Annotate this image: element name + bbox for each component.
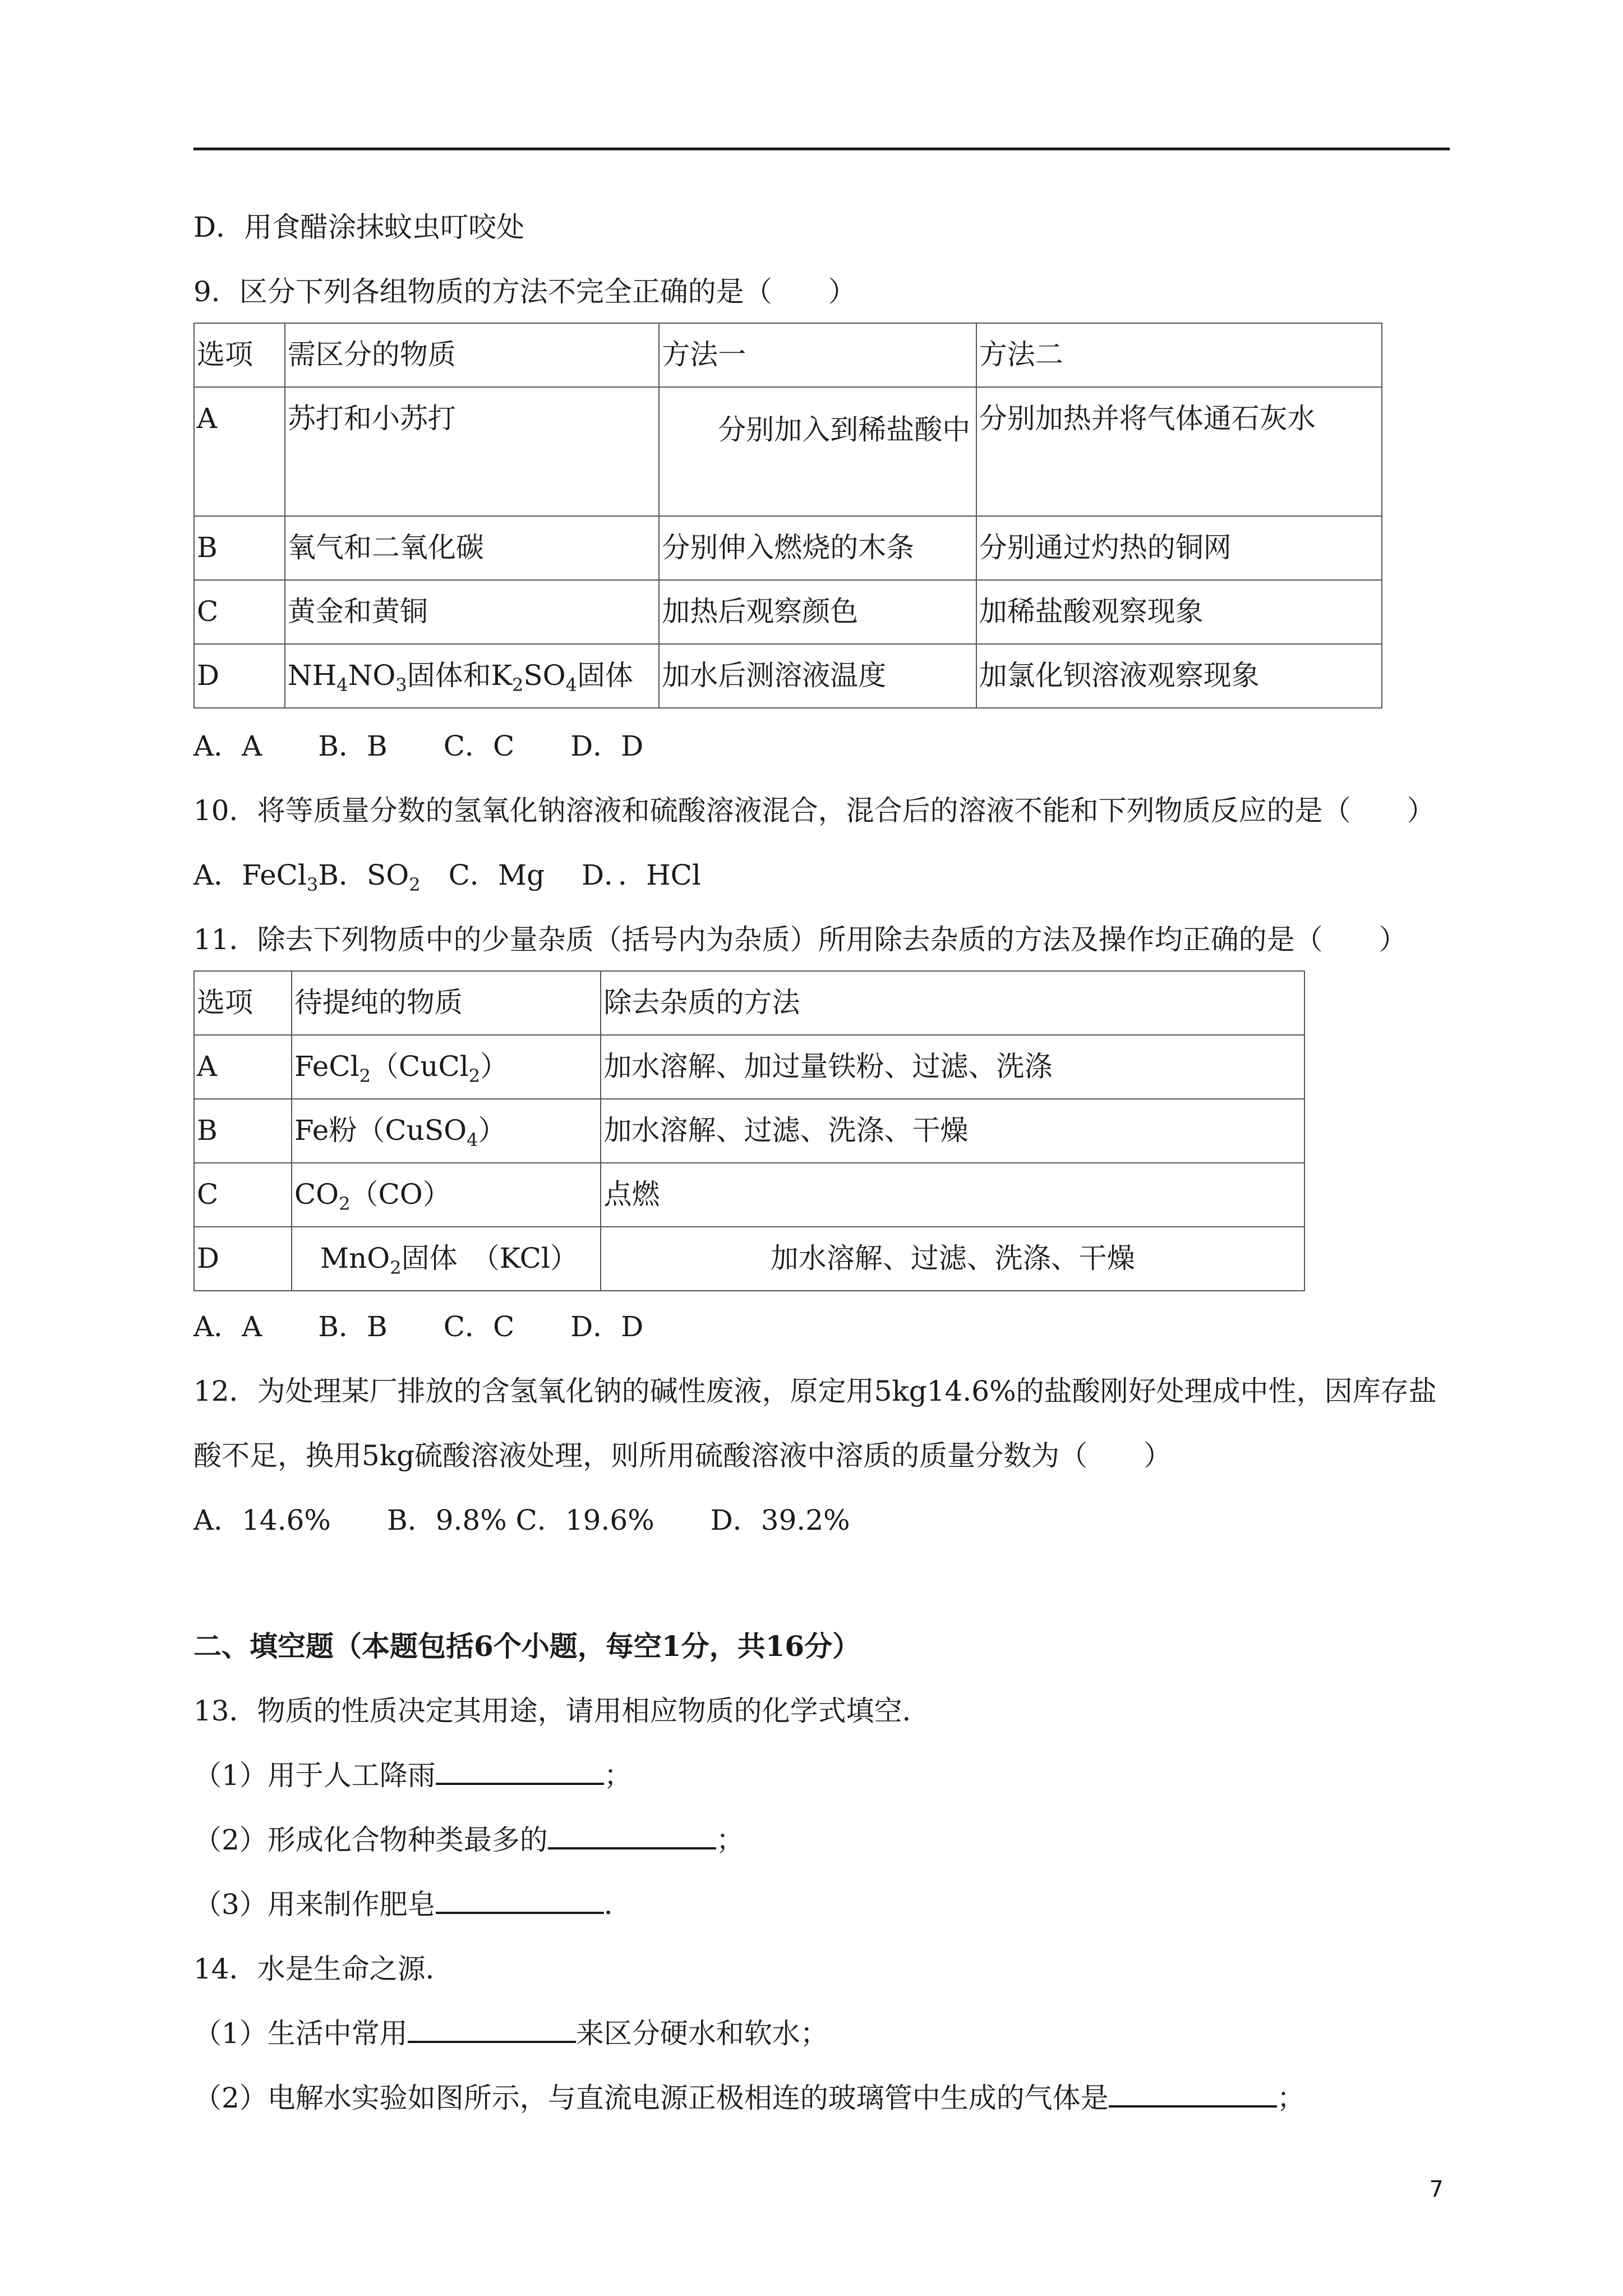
page-number: 7 (1429, 2177, 1444, 2202)
header-rule (193, 148, 1450, 150)
subscript: 2 (409, 874, 421, 895)
item-end: ； (603, 1759, 632, 1792)
option-cell: B (194, 516, 285, 580)
q13-item-2 (193, 1820, 744, 1860)
item-end: ． (603, 1888, 632, 1921)
q11-row-a (194, 1035, 1304, 1099)
formula-text: 固体 （KCl） (401, 1242, 578, 1274)
substance-cell (292, 1035, 601, 1099)
method-cell: 加水溶解、过滤、洗涤、干燥 (601, 1099, 1304, 1163)
item-text: （2）电解水实验如图所示，与直流电源正极相连的玻璃管中生成的气体是 (193, 2082, 1109, 2114)
q10-stem: 10．将等质量分数的氢氧化钠溶液和硫酸溶液混合，混合后的溶液不能和下列物质反应的是（ ） (193, 794, 1435, 827)
method-cell: 加水溶解、过滤、洗涤、干燥 (601, 1227, 1304, 1291)
q13-item-1 (193, 1756, 632, 1795)
q11-header-row (194, 971, 1304, 1035)
method-cell: 点燃 (601, 1163, 1304, 1227)
subscript: 2 (390, 1257, 402, 1278)
formula-text: SO (523, 659, 566, 692)
item-end: ； (716, 1824, 744, 1856)
answer-blank[interactable] (408, 2015, 576, 2043)
q9-row-c (194, 580, 1382, 644)
q9-header-row (194, 323, 1382, 387)
method-cell: 加水溶解、加过量铁粉、过滤、洗涤 (601, 1035, 1304, 1099)
substance-cell (292, 1163, 601, 1227)
q12-line2: 酸不足，换用5kg硫酸溶液处理，则所用硫酸溶液中溶质的质量分数为（ ） (193, 1439, 1172, 1472)
option-cell: D (194, 644, 285, 708)
item-text: （1）生活中常用 (193, 2017, 408, 2050)
subject-cell: 黄金和黄铜 (285, 580, 659, 644)
q8-option-d: D．用食醋涂抹蚊虫叮咬处 (193, 211, 525, 243)
subscript: 2 (512, 674, 524, 696)
formula-text: ） (480, 1050, 509, 1083)
formula-text: 固体 (577, 659, 634, 692)
formula-text: （CuCl (371, 1050, 469, 1083)
option-cell: B (194, 1099, 292, 1163)
q9-row-a (194, 387, 1382, 516)
substance-cell (292, 1227, 601, 1291)
subscript: 4 (565, 674, 578, 696)
q9-header-cell: 方法一 (659, 323, 976, 387)
subscript: 3 (306, 874, 319, 895)
formula-text: ） (478, 1114, 506, 1147)
q9-table (193, 323, 1382, 708)
q11-row-d (194, 1227, 1304, 1291)
method2-cell: 分别通过灼热的铜网 (976, 516, 1382, 580)
subscript: 4 (467, 1129, 478, 1151)
subscript: 4 (336, 674, 348, 696)
answer-blank[interactable] (1109, 2079, 1277, 2108)
choice-text: C．Mg D．．HCl (420, 859, 701, 891)
item-text: 来区分硬水和软水； (575, 2017, 828, 2050)
q11-choices: A．A B．B C．C D．D (193, 1310, 644, 1343)
formula-text: （CO） (350, 1178, 451, 1211)
formula-text: NO (348, 659, 396, 692)
section-title: 二、填空题（本题包括6个小题，每空1分，共16分） (193, 1630, 861, 1663)
subject-cell: 氧气和二氧化碳 (285, 516, 659, 580)
method1-cell: 分别伸入燃烧的木条 (659, 516, 976, 580)
q10-choices (193, 855, 701, 904)
method1-cell: 加热后观察颜色 (659, 580, 976, 644)
q9-header-cell: 方法二 (976, 323, 1382, 387)
q11-header-cell: 除去杂质的方法 (601, 971, 1304, 1035)
formula-text: FeCl (294, 1050, 359, 1083)
q11-row-c (194, 1163, 1304, 1227)
q13-stem: 13．物质的性质决定其用途，请用相应物质的化学式填空． (193, 1695, 930, 1727)
subscript: 2 (468, 1065, 481, 1087)
answer-blank[interactable] (436, 1757, 604, 1785)
answer-blank[interactable] (548, 1821, 716, 1849)
q11-header-cell: 选项 (194, 971, 292, 1035)
item-text: （2）形成化合物种类最多的 (193, 1824, 548, 1856)
formula-text: 固体和K (407, 659, 513, 692)
choice-text: B．SO (318, 859, 409, 891)
choice-text: A．FeCl (193, 859, 307, 891)
substance-cell (292, 1099, 601, 1163)
q9-header-cell: 需区分的物质 (285, 323, 659, 387)
method2-cell: 加氯化钡溶液观察现象 (976, 644, 1382, 708)
formula-text: CO (294, 1178, 339, 1211)
method1-cell: 分别加入到稀盐酸中 (659, 387, 976, 516)
q14-stem: 14．水是生命之源． (193, 1953, 454, 1985)
item-end: ； (1276, 2082, 1305, 2114)
formula-text: Fe粉（CuSO (294, 1114, 467, 1147)
option-cell: A (194, 387, 285, 516)
q9-choices: A．A B．B C．C D．D (193, 730, 644, 762)
subscript: 2 (339, 1193, 351, 1214)
q12-line1: 12．为处理某厂排放的含氢氧化钠的碱性废液，原定用5kg14.6%的盐酸刚好处理成中性，因库存盐 (193, 1375, 1437, 1407)
subscript: 2 (359, 1065, 371, 1087)
option-cell: C (194, 580, 285, 644)
answer-blank[interactable] (436, 1886, 604, 1914)
q11-table (193, 970, 1305, 1291)
q11-row-b (194, 1099, 1304, 1163)
q9-row-b (194, 516, 1382, 580)
subject-cell (285, 644, 659, 708)
method1-cell: 加水后测溶液温度 (659, 644, 976, 708)
option-cell: A (194, 1035, 292, 1099)
q12-choices: A．14.6% B．9.8% C．19.6% D．39.2% (193, 1504, 850, 1536)
formula-text: MnO (320, 1242, 390, 1274)
option-cell: C (194, 1163, 292, 1227)
item-text: （1）用于人工降雨 (193, 1759, 436, 1792)
q9-header-cell: 选项 (194, 323, 285, 387)
method2-cell: 分别加热并将气体通石灰水 (976, 387, 1382, 516)
q11-header-cell: 待提纯的物质 (292, 971, 601, 1035)
option-cell: D (194, 1227, 292, 1291)
item-text: （3）用来制作肥皂 (193, 1888, 436, 1921)
subject-cell: 苏打和小苏打 (285, 387, 659, 516)
subscript: 3 (395, 674, 407, 696)
q9-row-d (194, 644, 1382, 708)
q14-item-1 (193, 2014, 828, 2053)
q13-item-3 (193, 1885, 632, 1924)
method2-cell: 加稀盐酸观察现象 (976, 580, 1382, 644)
q14-item-2 (193, 2078, 1305, 2118)
q9-stem: 9．区分下列各组物质的方法不完全正确的是（ ） (193, 275, 856, 308)
formula-text: NH (287, 659, 337, 692)
q11-stem: 11．除去下列物质中的少量杂质（括号内为杂质）所用除去杂质的方法及操作均正确的是（ ） (193, 923, 1407, 956)
